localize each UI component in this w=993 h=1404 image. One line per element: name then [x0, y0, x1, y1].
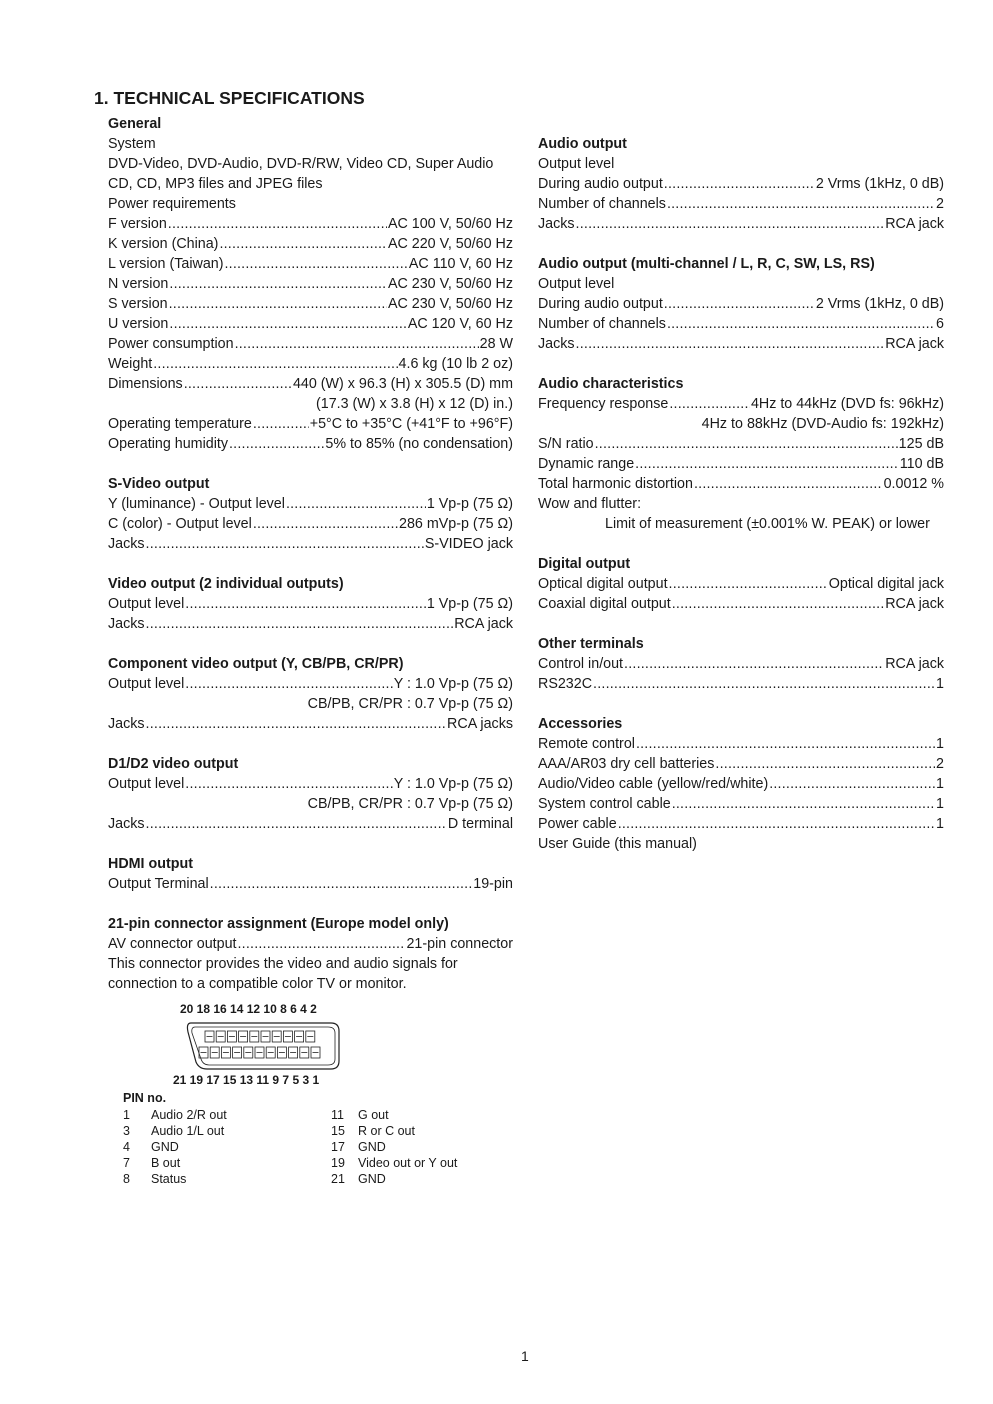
- d1d2-level-2: CB/PB, CR/PR : 0.7 Vp-p (75 Ω): [307, 796, 513, 812]
- spec-row: [108, 274, 513, 294]
- spec-value: 2 Vrms (1kHz, 0 dB): [815, 176, 944, 192]
- spec-key: Operating humidity: [108, 436, 228, 452]
- connector-bottom-pin-numbers: 21 19 17 15 13 11 9 7 5 3 1: [173, 1073, 320, 1087]
- spec-key: Number of channels: [538, 316, 666, 332]
- spec-value: RCA jack: [885, 656, 944, 672]
- spec-value: 1 Vp-p (75 Ω): [426, 596, 513, 612]
- spec-row: [108, 294, 513, 314]
- page-title: 1. TECHNICAL SPECIFICATIONS: [94, 88, 365, 108]
- spec-value: D terminal: [447, 816, 513, 832]
- spec-value: Optical digital jack: [828, 576, 944, 592]
- spec-row: [538, 194, 944, 214]
- spec-value: 1: [936, 676, 944, 692]
- spec-row: [108, 314, 513, 334]
- spec-key: S/N ratio: [538, 436, 594, 452]
- other-terminals-heading: Other terminals: [538, 636, 644, 652]
- spec-value: AC 230 V, 50/60 Hz: [387, 276, 513, 292]
- svideo-heading: S-Video output: [108, 476, 210, 492]
- spec-key: Y (luminance) - Output level: [108, 496, 285, 512]
- spec-row: [538, 794, 944, 814]
- spec-row: [108, 334, 513, 354]
- spec-key: Coaxial digital output: [538, 596, 671, 612]
- spec-row: [538, 654, 944, 674]
- spec-value: 4.6 kg (10 lb 2 oz): [398, 356, 513, 372]
- pin-row-top: [205, 1031, 315, 1042]
- spec-row: [538, 454, 944, 474]
- pin-number: 1: [123, 1108, 130, 1122]
- pin-signal: Status: [151, 1172, 187, 1186]
- spec-row: [538, 674, 944, 694]
- spec-value: 6: [936, 316, 944, 332]
- pin-number: 11: [331, 1108, 344, 1122]
- wow-flutter-value: Limit of measurement (±0.001% W. PEAK) or lower: [605, 516, 930, 532]
- spec-row: [108, 534, 513, 554]
- pin-number: 3: [123, 1124, 130, 1138]
- spec-key: Audio/Video cable (yellow/red/white): [538, 776, 769, 792]
- pin-assignment: [123, 1090, 457, 1187]
- video-heading: Video output (2 individual outputs): [108, 576, 344, 592]
- spec-row: [538, 314, 944, 334]
- spec-key: Control in/out: [538, 656, 624, 672]
- spec-row: [538, 474, 944, 494]
- spec-value: 4Hz to 44kHz (DVD fs: 96kHz): [750, 396, 944, 412]
- spec-row: [108, 774, 513, 794]
- spec-value: 1: [936, 776, 944, 792]
- spec-key: AV connector output: [108, 936, 237, 952]
- spec-key: Jacks: [538, 336, 575, 352]
- pin-signal: GND: [358, 1140, 386, 1154]
- spec-value: Y : 1.0 Vp-p (75 Ω): [393, 676, 513, 692]
- spec-value: RCA jack: [885, 216, 944, 232]
- spec-key: Jacks: [108, 816, 145, 832]
- spec-key: RS232C: [538, 676, 593, 692]
- spec-value: 21-pin connector: [406, 936, 513, 952]
- spec-row: [538, 774, 944, 794]
- pin-signal: G out: [358, 1108, 389, 1122]
- component-level-2: CB/PB, CR/PR : 0.7 Vp-p (75 Ω): [307, 696, 513, 712]
- spec-value: 125 dB: [898, 436, 944, 452]
- spec-value: AC 220 V, 50/60 Hz: [387, 236, 513, 252]
- spec-row: [108, 934, 513, 954]
- spec-row: [538, 214, 944, 234]
- spec-key: S version: [108, 296, 168, 312]
- spec-row: [108, 434, 513, 454]
- connector-top-pin-numbers: 20 18 16 14 12 10 8 6 4 2: [180, 1002, 317, 1016]
- pin-signal: R or C out: [358, 1124, 415, 1138]
- right-column: [538, 134, 944, 854]
- output-level-label: Output level: [538, 276, 615, 292]
- spec-row: [108, 374, 513, 394]
- spec-value: Y : 1.0 Vp-p (75 Ω): [393, 776, 513, 792]
- user-guide-item: User Guide (this manual): [538, 836, 697, 852]
- spec-value: 1 Vp-p (75 Ω): [426, 496, 513, 512]
- spec-key: Number of channels: [538, 196, 666, 212]
- spec-key: Jacks: [538, 216, 575, 232]
- spec-key: AAA/AR03 dry cell batteries: [538, 756, 715, 772]
- spec-key: Jacks: [108, 616, 145, 632]
- spec-key: Output Terminal: [108, 876, 209, 892]
- pin-table: [123, 1107, 457, 1187]
- pin-number: 4: [123, 1140, 130, 1154]
- pin-number: 8: [123, 1172, 130, 1186]
- pin-signal: GND: [358, 1172, 386, 1186]
- spec-key: Output level: [108, 676, 185, 692]
- spec-row: [538, 174, 944, 194]
- spec-value: 1: [936, 736, 944, 752]
- spec-row: [538, 334, 944, 354]
- general-heading: General: [108, 116, 162, 132]
- spec-row: [108, 354, 513, 374]
- spec-value: AC 110 V, 60 Hz: [408, 256, 513, 272]
- spec-key: During audio output: [538, 176, 663, 192]
- spec-row: [108, 814, 513, 834]
- accessories-heading: Accessories: [538, 716, 623, 732]
- pin-signal: Audio 1/L out: [151, 1124, 225, 1138]
- spec-row: [108, 594, 513, 614]
- spec-row: [108, 514, 513, 534]
- spec-value: 110 dB: [899, 456, 944, 472]
- spec-row: [538, 734, 944, 754]
- system-label: System: [108, 136, 156, 152]
- spec-row: [108, 254, 513, 274]
- pin-row-bottom: [199, 1047, 320, 1058]
- spec-value: RCA jack: [885, 596, 944, 612]
- spec-key: Power cable: [538, 816, 617, 832]
- pin-number: 7: [123, 1156, 130, 1170]
- hdmi-heading: HDMI output: [108, 856, 193, 872]
- spec-value: AC 230 V, 50/60 Hz: [387, 296, 513, 312]
- pin-heading: PIN no.: [123, 1091, 167, 1105]
- spec-key: Remote control: [538, 736, 635, 752]
- spec-row: [538, 294, 944, 314]
- spec-value: 286 mVp-p (75 Ω): [399, 516, 513, 532]
- spec-key: Jacks: [108, 536, 145, 552]
- spec-key: N version: [108, 276, 169, 292]
- spec-row: [538, 574, 944, 594]
- spec-value: 2: [936, 756, 944, 772]
- pin-number: 15: [331, 1124, 345, 1138]
- audio-multi-heading: Audio output (multi-channel / L, R, C, SW, LS, RS): [538, 256, 875, 272]
- spec-row: [108, 874, 513, 894]
- d1d2-heading: D1/D2 video output: [108, 756, 239, 772]
- dimensions-inches: (17.3 (W) x 3.8 (H) x 12 (D) in.): [315, 396, 513, 412]
- spec-key: K version (China): [108, 236, 219, 252]
- spec-key: Dimensions: [108, 376, 183, 392]
- spec-value: 440 (W) x 96.3 (H) x 305.5 (D) mm: [292, 376, 513, 392]
- pin21-heading: 21-pin connector assignment (Europe model only): [108, 916, 449, 932]
- spec-value: 28 W: [479, 336, 513, 352]
- pin-signal: B out: [151, 1156, 181, 1170]
- pin-number: 21: [331, 1172, 345, 1186]
- system-line: CD, CD, MP3 files and JPEG files: [108, 176, 323, 192]
- spec-key: Total harmonic distortion: [538, 476, 693, 492]
- spec-row: [538, 814, 944, 834]
- spec-key: Frequency response: [538, 396, 669, 412]
- spec-value: AC 100 V, 50/60 Hz: [387, 216, 513, 232]
- spec-key: Optical digital output: [538, 576, 668, 592]
- power-req-label: Power requirements: [108, 196, 236, 212]
- spec-value: RCA jacks: [447, 716, 513, 732]
- spec-value: AC 120 V, 60 Hz: [407, 316, 513, 332]
- spec-row: [108, 214, 513, 234]
- spec-key: L version (Taiwan): [108, 256, 224, 272]
- pin-signal: GND: [151, 1140, 179, 1154]
- pin21-description: This connector provides the video and audio signals for: [108, 956, 458, 972]
- spec-row: [108, 714, 513, 734]
- spec-value: 1: [936, 816, 944, 832]
- scart-connector-diagram: [185, 1020, 345, 1072]
- spec-value: 2 Vrms (1kHz, 0 dB): [815, 296, 944, 312]
- pin-signal: Audio 2/R out: [151, 1108, 227, 1122]
- spec-row: [538, 394, 944, 414]
- spec-value: 19-pin: [473, 876, 513, 892]
- spec-key: Weight: [108, 356, 153, 372]
- spec-value: +5°C to +35°C (+41°F to +96°F): [309, 416, 513, 432]
- spec-key: System control cable: [538, 796, 671, 812]
- spec-value: 1: [936, 796, 944, 812]
- spec-row: [108, 674, 513, 694]
- spec-key: Output level: [108, 776, 185, 792]
- spec-row: [108, 494, 513, 514]
- spec-row: [108, 414, 513, 434]
- spec-value: 0.0012 %: [883, 476, 944, 492]
- spec-value: 2: [936, 196, 944, 212]
- spec-value: S-VIDEO jack: [424, 536, 513, 552]
- audio-char-heading: Audio characteristics: [538, 376, 684, 392]
- spec-key: Dynamic range: [538, 456, 635, 472]
- left-column: [108, 114, 513, 994]
- spec-value: RCA jack: [454, 616, 513, 632]
- spec-key: F version: [108, 216, 167, 232]
- pin-number: 17: [331, 1140, 345, 1154]
- page-number: 1: [521, 1348, 529, 1364]
- pin21-description: connection to a compatible color TV or monitor.: [108, 976, 407, 992]
- spec-row: [538, 754, 944, 774]
- audio-output-heading: Audio output: [538, 136, 627, 152]
- freq-response-2: 4Hz to 88kHz (DVD-Audio fs: 192kHz): [701, 416, 944, 432]
- digital-heading: Digital output: [538, 556, 631, 572]
- spec-row: [538, 594, 944, 614]
- pin-number: 19: [331, 1156, 345, 1170]
- system-line: DVD-Video, DVD-Audio, DVD-R/RW, Video CD, Super Audio: [108, 156, 494, 172]
- spec-row: [108, 234, 513, 254]
- output-level-label: Output level: [538, 156, 615, 172]
- component-heading: Component video output (Y, CB/PB, CR/PR): [108, 656, 404, 672]
- spec-key: During audio output: [538, 296, 663, 312]
- wow-flutter-label: Wow and flutter:: [538, 496, 642, 512]
- spec-value: 5% to 85% (no condensation): [325, 436, 513, 452]
- spec-key: Jacks: [108, 716, 145, 732]
- spec-key: Operating temperature: [108, 416, 252, 432]
- pin-signal: Video out or Y out: [358, 1156, 458, 1170]
- spec-row: [538, 434, 944, 454]
- spec-key: C (color) - Output level: [108, 516, 252, 532]
- spec-key: Output level: [108, 596, 185, 612]
- spec-row: [108, 614, 513, 634]
- spec-key: Power consumption: [108, 336, 234, 352]
- spec-value: RCA jack: [885, 336, 944, 352]
- spec-key: U version: [108, 316, 169, 332]
